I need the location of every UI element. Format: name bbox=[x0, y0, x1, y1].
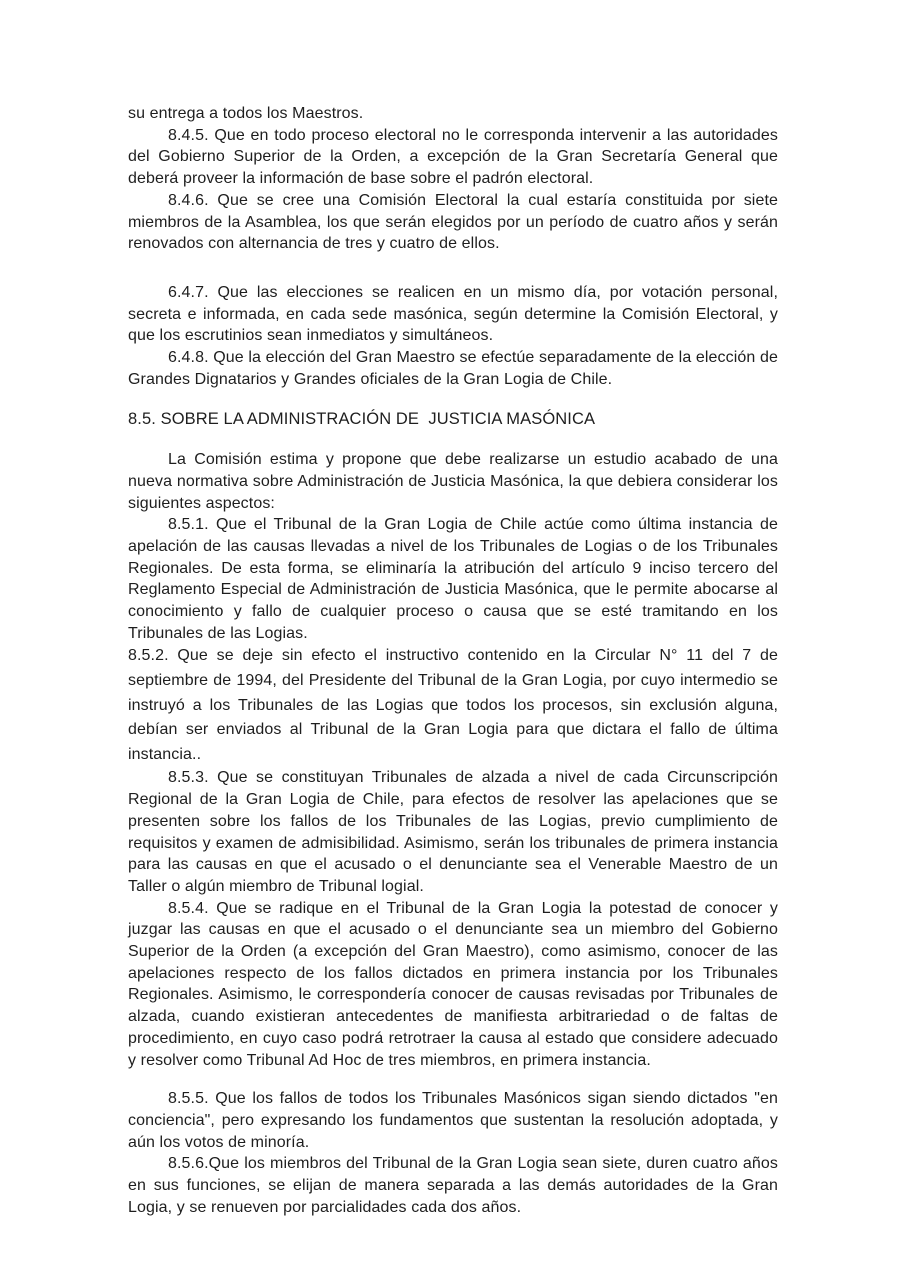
paragraph-6-4-8: 6.4.8. Que la elección del Gran Maestro se efectúe separadamente de la elección de Grandes Dignatarios y Grandes oficiales de la Gran Logia de Chile. bbox=[128, 349, 778, 388]
paragraph-8-4-6: 8.4.6. Que se cree una Comisión Electoral la cual estaría constituida por siete miembros de la Asamblea, los que serán elegidos por un período de cuatro años y serán renovados con alternancia de tres y cuatro de ellos. bbox=[128, 191, 778, 253]
paragraph-6-4-7: 6.4.7. Que las elecciones se realicen en un mismo día, por votación personal, secreta e informada, en cada sede masónica, según determine la Comisión Electoral, y que los escrutinios sean inmediatos y simultáneos. bbox=[128, 283, 778, 345]
paragraph-8-5-6: 8.5.6.Que los miembros del Tribunal de la Gran Logia sean siete, duren cuatro años en sus funciones, se elijan de manera separada a las demás autoridades de la Gran Logia, y se renueven por parcialidades cada dos años. bbox=[128, 1155, 778, 1216]
paragraph-8-4-5: 8.4.5. Que en todo proceso electoral no le corresponda intervenir a las autoridades del Gobierno Superior de la Orden, a excepción de la Gran Secretaría General que deberá proveer la información de base sobre el padrón electoral. bbox=[128, 126, 778, 188]
paragraph-continuation: su entrega a todos los Maestros. bbox=[128, 105, 364, 122]
text-column bbox=[128, 103, 778, 1219]
paragraph-8-5-3: 8.5.3. Que se constituyan Tribunales de alzada a nivel de cada Circunscripción Regional de la Gran Logia de Chile, para efectos de resolver las apelaciones que se presenten sobre los fallos de los Tribunales de las Logias, previo cumplimiento de requisitos y examen de admisibilidad. Asimismo, serán los tribunales de primera instancia para las causas en que el acusado o el denunciante sea el Venerable Maestro de un Taller o algún miembro de Tribunal logial. bbox=[128, 769, 778, 895]
paragraph-8-5-4: 8.5.4. Que se radique en el Tribunal de la Gran Logia la potestad de conocer y juzgar las causas en que el acusado o el denunciante sea un miembro del Gobierno Superior de la Orden (a excepción del Gran Maestro), como asimismo, conocer de las apelaciones respecto de los fallos dictados en primera instancia por los Tribunales Regionales. Asimismo, le correspondería conocer de causas revisadas por Tribunales de alzada, cuando existieran antecedentes de manifiesta arbitrariedad o de faltas de procedimiento, en cuyo caso podrá retrotraer la causa al estado que considere adecuado y resolver como Tribunal Ad Hoc de tres miembros, en primera instancia. bbox=[128, 899, 778, 1069]
paragraph-8-5-1: 8.5.1. Que el Tribunal de la Gran Logia de Chile actúe como última instancia de apelación de las causas llevadas a nivel de los Tribunales de Logias o de los Tribunales Regionales. De esta forma, se eliminaría la atribución del artículo 9 inciso tercero del Reglamento Especial de Administración de Justicia Masónica, que le permite abocarse al conocimiento y fallo de cualquier proceso o causa que se esté tramitando en los Tribunales de las Logias. bbox=[128, 516, 778, 642]
paragraph-8-5-5: 8.5.5. Que los fallos de todos los Tribunales Masónicos sigan siendo dictados "en conciencia", pero expresando los fundamentos que sustentan la resolución adoptada, y aún los votos de minoría. bbox=[128, 1090, 778, 1151]
paragraph-8-5-intro: La Comisión estima y propone que debe realizarse un estudio acabado de una nueva normativa sobre Administración de Justicia Masónica, la que debiera considerar los siguientes aspectos: bbox=[128, 451, 778, 512]
paragraph-8-5-2: 8.5.2. Que se deje sin efecto el instructivo contenido en la Circular N° 11 del 7 de septiembre de 1994, del Presidente del Tribunal de la Gran Logia, por cuyo intermedio se instruyó a los Tribunales de las Logias que todos los procesos, sin exclusión alguna, debían ser enviados al Tribunal de la Gran Logia para que dictara el fallo de última instancia.. bbox=[128, 647, 778, 763]
section-heading-8-5: 8.5. SOBRE LA ADMINISTRACIÓN DE JUSTICIA MASÓNICA bbox=[128, 410, 596, 429]
